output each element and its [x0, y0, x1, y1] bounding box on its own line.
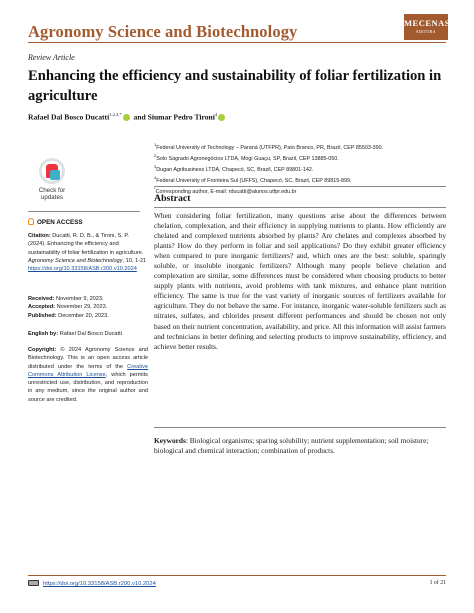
- citation-block: [28, 232, 148, 273]
- open-access-text: OPEN ACCESS: [37, 219, 83, 226]
- affiliation-line: [154, 174, 454, 185]
- published-date: December 20, 2023.: [56, 312, 109, 319]
- journal-title: Agronomy Science and Biotechnology: [28, 22, 298, 41]
- affiliation-mark: 3: [154, 164, 157, 169]
- article-type: Review Article: [28, 53, 75, 62]
- english-by-name: Rafael Dal Bosco Ducatti: [58, 331, 122, 337]
- citation-journal: Agronomy Science and Biotechnology: [28, 257, 123, 264]
- affiliation-text: Federal University of Fronteira Sul (UFFS), Chapecó, SC, Brazil, CEP 89815-899.: [156, 177, 352, 184]
- footer-doi: [28, 580, 156, 587]
- publisher-logo-line2: EDITORA: [416, 29, 436, 34]
- keywords: [154, 436, 446, 456]
- keywords-divider: [154, 427, 446, 428]
- keywords-text: : Biological organisms; sparing solubility; nutrient supplementation; soil moisture; biological and chemical interaction; combination of products.: [154, 436, 429, 456]
- affiliation-text: Dugan Agribusiness LTDA, Chapecó, SC, Brazil, CEP 89801-142.: [156, 166, 314, 173]
- orcid-icon[interactable]: [123, 114, 130, 121]
- license-link[interactable]: Creative Commons Attribution License: [28, 363, 148, 378]
- abstract-top-divider: [154, 186, 446, 187]
- author-name[interactable]: Siumar Pedro Tironi: [147, 112, 215, 122]
- affiliation-mark: 1: [154, 142, 157, 147]
- published-label: Published:: [28, 312, 57, 319]
- publisher-logo-line1: MECENAS: [404, 18, 451, 28]
- received-date: November 9, 2023.: [54, 296, 104, 302]
- copyright-text: © 2024 Agronomy Science and Biotechnology. This is an open access article distributed under the terms of the: [28, 347, 148, 370]
- header-divider: [28, 42, 446, 43]
- english-by-label: English by:: [28, 331, 59, 337]
- affiliation-mark: 2: [154, 153, 157, 158]
- crossmark-label: [31, 187, 73, 201]
- page-number: 1 of 21: [429, 580, 446, 586]
- copyright-block: [28, 346, 148, 404]
- affiliation-line: [154, 152, 454, 163]
- footer-divider: [28, 575, 446, 576]
- dates-block: [28, 295, 148, 320]
- affiliation-text: Solo Sagrado Agronegócios LTDA, Mogi Guaçu, SP, Brazil, CEP 13885-050.: [156, 155, 339, 162]
- affiliations: [154, 141, 454, 196]
- crossmark-line2: updates: [40, 194, 64, 201]
- sidebar-divider: [28, 211, 140, 212]
- citation-text: Ducatti, R. D. B., & Tironi, S. P. (2024). Enhancing the efficiency and sustainability of foliar fertilization in agriculture.: [28, 233, 144, 256]
- abstract-body: When considering foliar fertilization, many questions arise about the differences between chelation, complexation, and their efficiency in supplying nutrients to plants. How efficiently are chelated and complexed nutrients absorbed by plants? Are chelates and complexes absorbed by plants? How do they perform in foliar and soil applications? Do they exhibit greater efficiency when compared to pure inorganic fertilizers? and, which ones are the best: soluble, sparingly soluble, or insoluble inorganic fertilizers? Although many people believe chelation and complexation are similar, some differences must be considered when choosing products to better supply plants with nutrients, avoid problems with tank mixtures, and enhance plant nutrition efficiency. The same is true for the vast variety of inorganic sources of fertilizers available for agriculture. They do not behave the same. For instance, inorganic water-soluble fertilizers such as nitrates, sulfates, and chlorides present different performances and should be chosen not only based on their nutrient concentration, availability, and price. All this information will assist farmers and technicians in better defining and selecting products to improve sustainability, efficiency, and achieve better results.: [154, 211, 446, 351]
- check-for-updates-button[interactable]: [31, 158, 73, 208]
- accepted-label: Accepted:: [28, 304, 56, 311]
- author-list: [28, 112, 227, 122]
- publisher-logo: [404, 14, 451, 40]
- affiliation-mark: 4: [154, 175, 157, 180]
- affiliation-text: Corresponding author, E-mail: rducatti@alunos.utfpr.edu.br: [155, 188, 297, 195]
- copyright-text-end: , which permits unrestricted use, distribution, and reproduction in any medium, since the original author and source are credited.: [28, 371, 148, 403]
- open-lock-icon: [28, 218, 34, 225]
- crossmark-icon: [39, 158, 65, 184]
- abstract-heading: Abstract: [154, 193, 191, 204]
- paper-title: Enhancing the efficiency and sustainability of foliar fertilization in agriculture: [28, 68, 442, 104]
- citation-doi-link[interactable]: https://doi.org/10.33158/ASB.r200.v10.2024: [28, 266, 137, 273]
- citation-label: Citation:: [28, 233, 51, 239]
- keywords-label: Keywords: [154, 436, 186, 445]
- abstract-heading-divider: [154, 207, 446, 208]
- author-affiliation-marks: 1,2,3,*: [109, 112, 122, 117]
- open-access-label: [28, 218, 83, 226]
- crossmark-line1: Check for: [38, 187, 66, 194]
- accepted-date: November 29, 2023.: [55, 304, 108, 311]
- english-by: [28, 330, 148, 338]
- cc-license-icon[interactable]: [28, 580, 39, 586]
- affiliation-line: [154, 141, 454, 152]
- author-name[interactable]: Rafael Dal Bosco Ducatti: [28, 112, 110, 122]
- author-affiliation-marks: 4: [214, 112, 218, 117]
- received-label: Received:: [28, 296, 55, 302]
- footer-doi-link[interactable]: https://doi.org/10.33158/ASB.r200.v10.2024: [43, 581, 156, 587]
- orcid-icon[interactable]: [218, 114, 225, 121]
- affiliation-mark: *: [154, 186, 156, 191]
- affiliation-line: [154, 163, 454, 174]
- citation-volume: , 10, 1-21: [122, 257, 147, 264]
- author-connector: and: [131, 112, 148, 122]
- affiliation-text: Federal University of Technology – Paraná (UTFPR), Pato Branco, PR, Brazil, CEP 85503-390.: [156, 144, 384, 151]
- copyright-label: Copyright:: [28, 347, 57, 353]
